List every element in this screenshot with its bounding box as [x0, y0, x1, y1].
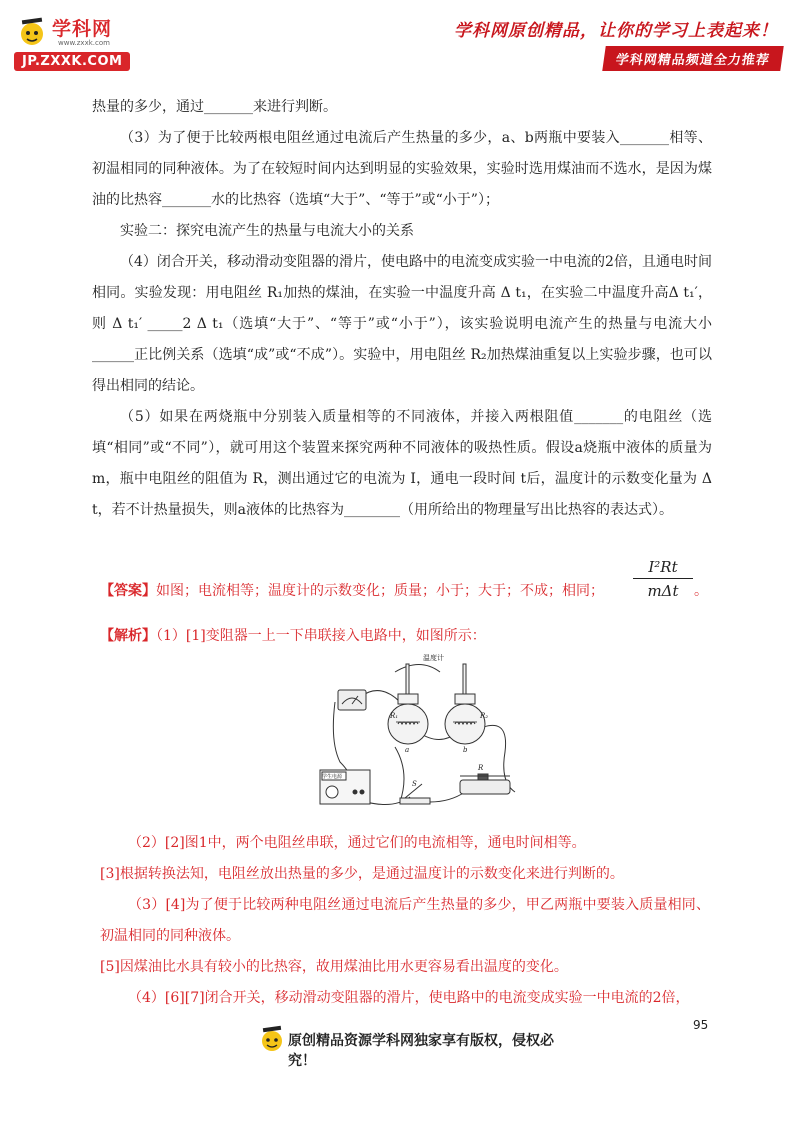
label-r2: R₂	[480, 712, 489, 720]
answer-text: 如图；电流相等；温度计的示数变化；质量；小于；大于；不成；相同；	[156, 583, 604, 599]
label-a: a	[405, 746, 410, 754]
rheostat	[460, 774, 510, 794]
site-logo[interactable]	[14, 12, 164, 74]
formula-numerator: I²Rt	[633, 558, 693, 579]
copyright-text: 原创精品资源学科网独家享有版权，侵权必究！	[288, 1033, 554, 1069]
formula-denominator: mΔt	[647, 582, 679, 600]
label-thermometer: 温度计	[423, 654, 444, 662]
logo-subtitle: www.zxxk.com	[58, 39, 110, 47]
logo-url[interactable]: JP.ZXXK.COM	[14, 52, 130, 71]
ammeter	[338, 690, 366, 710]
flask-b	[445, 664, 485, 744]
analysis-body	[100, 828, 710, 1014]
analysis-line: [3]根据转换法知，电阻丝放出热量的多少，是通过温度计的示数变化来进行判断的。	[100, 866, 624, 882]
answer-end: 。	[694, 583, 708, 599]
analysis-intro	[100, 625, 486, 645]
flask-a	[388, 664, 428, 744]
mascot-icon	[258, 1024, 286, 1054]
logo-title: 学科网	[52, 18, 113, 40]
answer-block	[100, 558, 720, 608]
answer-formula	[633, 558, 693, 600]
paragraph: （4）闭合开关，移动滑动变阻器的滑片，使电路中的电流变成实验一中电流的2倍，且通电时间相同。实验发现：用电阻丝 R₁加热的煤油，在实验一中温度升高 Δ t₁，在实验二中温度升高Δ t₁′，则 Δ t₁′ _____2 Δ t₁（选填“大于”、“等于”或“小于”），该实验说明电流产生的热量与电流大小______正比例关系（选填“成”或“不成”）。实验中，用电阻丝 R₂加热煤油重复以上实验步骤，也可以得出相同的结论。	[92, 254, 712, 394]
label-switch: S	[412, 780, 417, 788]
paragraph: （5）如果在两烧瓶中分别装入质量相等的不同液体，并接入两根阻值_______的电阻丝（选填“相同”或“不同”），就可用这个装置来探究两种不同液体的吸热性质。假设a烧瓶中液体的质量为m，瓶中电阻丝的阻值为 R，测出通过它的电流为 I，通电一段时间 t后，温度计的示数变化量为 Δ t，若不计热量损失，则a液体的比热容为________（用所给出的物理量写出比热容的表达式）。	[92, 409, 712, 518]
label-rheostat: R	[478, 764, 484, 772]
page-number: 95	[693, 1018, 709, 1032]
paragraph: 热量的多少，通过_______来进行判断。	[92, 99, 337, 115]
answer-line	[100, 580, 604, 600]
analysis-line: （2）[2]图1中，两个电阻丝串联，通过它们的电流相等，通电时间相等。	[128, 835, 586, 851]
header-badge: 学科网精品频道全力推荐	[602, 46, 784, 71]
label-r1: R₁	[390, 712, 399, 720]
footer-copyright	[258, 1024, 578, 1069]
analysis-text: （1）[1]变阻器一上一下串联接入电路中，如图所示：	[156, 628, 486, 644]
paragraph: （3）为了便于比较两根电阻丝通过电流后产生热量的多少，a、b两瓶中要装入_______相等、初温相同的同种液体。为了在较短时间内达到明显的实验效果，实验时选用煤油而不选水，是因为煤油的比热容_______水的比热容（选填“大于”、“等于”或“小于”）；	[92, 130, 712, 208]
analysis-label: 【解析】	[100, 628, 156, 644]
label-power: 学生电源	[322, 774, 343, 780]
label-b: b	[463, 746, 468, 754]
header-slogan: 学科网原创精品，让你的学习上表起来！	[454, 21, 778, 41]
mascot-icon	[16, 16, 48, 48]
answer-label: 【答案】	[100, 583, 156, 599]
analysis-line: （3）[4]为了便于比较两种电阻丝通过电流后产生热量的多少，甲乙两瓶中要装入质量相同、初温相同的同种液体。	[100, 897, 710, 944]
circuit-diagram	[300, 652, 525, 814]
analysis-line: [5]因煤油比水具有较小的比热容，故用煤油比用水更容易看出温度的变化。	[100, 959, 568, 975]
question-body	[92, 92, 712, 526]
paragraph: 实验二：探究电流产生的热量与电流大小的关系	[120, 223, 414, 239]
analysis-line: （4）[6][7]闭合开关，移动滑动变阻器的滑片，使电路中的电流变成实验一中电流的2倍，	[128, 990, 690, 1006]
